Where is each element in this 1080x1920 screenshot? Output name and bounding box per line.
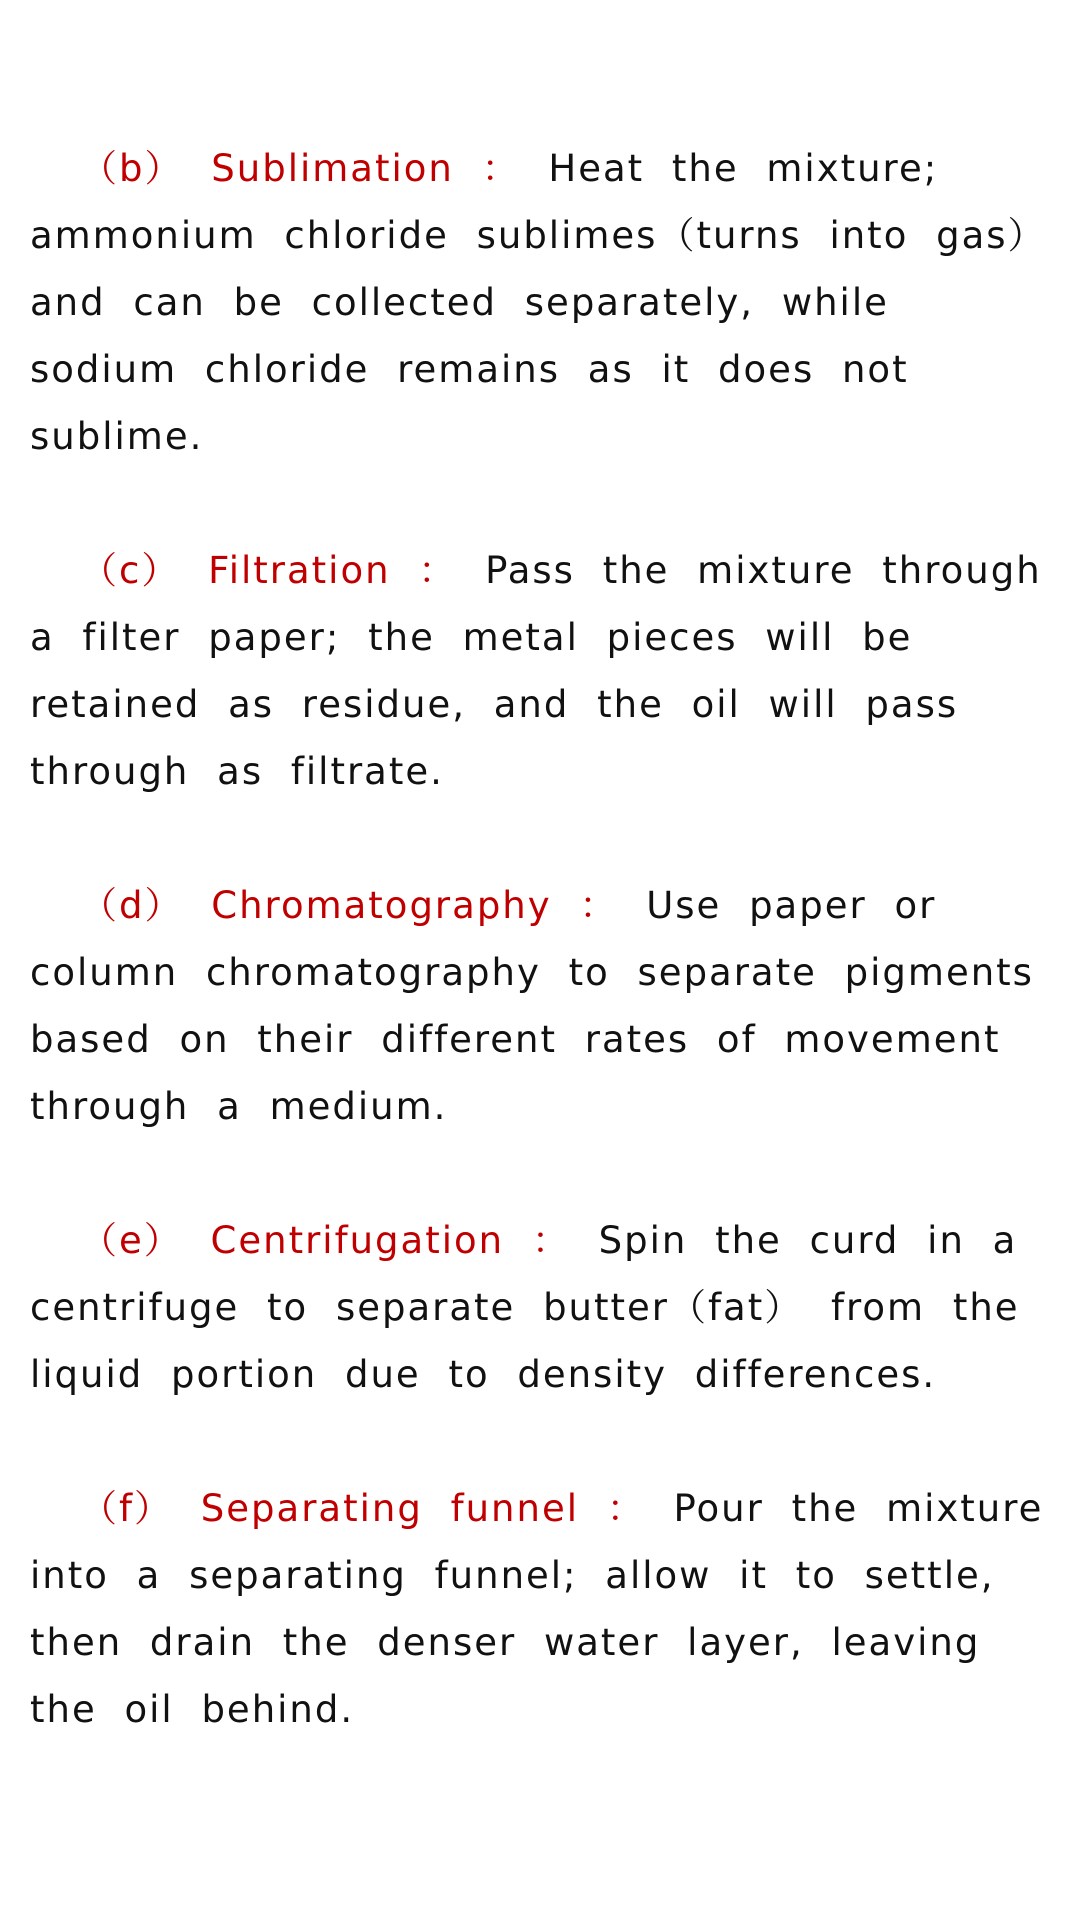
item-term: Centrifugation (210, 1219, 505, 1262)
item-term: Sublimation (211, 147, 454, 190)
item-label (80, 1219, 571, 1262)
document-body (30, 135, 1060, 1810)
item-marker: （b） (80, 147, 184, 190)
item-term: Chromatography (211, 884, 552, 927)
paragraph-chromatography (30, 872, 1060, 1140)
item-label (80, 147, 521, 190)
item-label (80, 884, 618, 927)
item-marker: （f） (80, 1487, 174, 1530)
item-term: Filtration (208, 549, 391, 592)
item-label (80, 1487, 646, 1530)
item-marker: （e） (80, 1219, 183, 1262)
item-label (80, 549, 457, 592)
paragraph-separating-funnel (30, 1475, 1060, 1743)
item-colon: ： (418, 549, 458, 592)
item-description: Use paper or column chromatography to separate pigments based on their different rates of movement through a medium. (30, 884, 1034, 1128)
item-term: Separating funnel (200, 1487, 579, 1530)
item-description: Spin the curd in a centrifuge to separate butter（fat） from the liquid portion due to density differences. (30, 1219, 1020, 1396)
paragraph-sublimation (30, 135, 1060, 470)
item-colon: ： (579, 884, 619, 927)
item-marker: （c） (80, 549, 181, 592)
item-description: Pass the mixture through a filter paper; the metal pieces will be retained as residue, and the oil will pass through as filtrate. (30, 549, 1042, 793)
item-colon: ： (531, 1219, 571, 1262)
item-colon: ： (481, 147, 521, 190)
item-description: Pour the mixture into a separating funnel; allow it to settle, then drain the denser water layer, leaving the oil behind. (30, 1487, 1044, 1731)
paragraph-filtration (30, 537, 1060, 805)
paragraph-centrifugation (30, 1207, 1060, 1408)
item-description: Heat the mixture; ammonium chloride sublimes（turns into gas） and can be collected separately, while sodium chloride remains as it does not sublime. (30, 147, 1047, 458)
item-colon: ： (606, 1487, 646, 1530)
item-marker: （d） (80, 884, 184, 927)
